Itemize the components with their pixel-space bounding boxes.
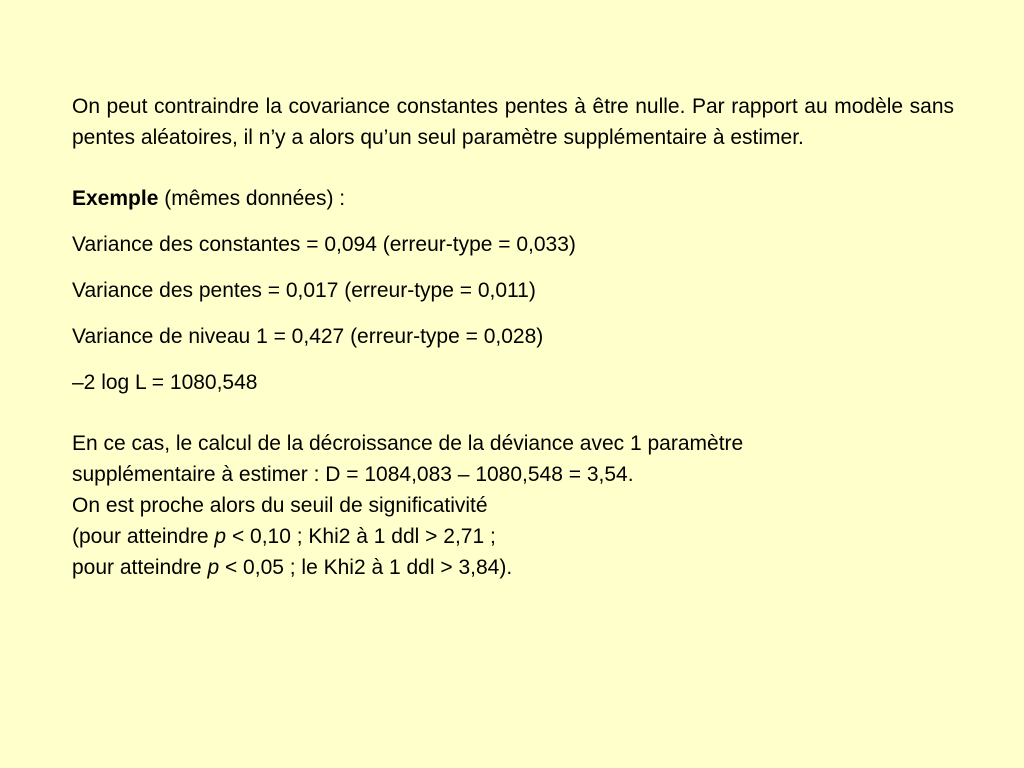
example-heading [72, 183, 954, 214]
intro-paragraph: On peut contraindre la covariance constantes pentes à être nulle. Par rapport au modèle sans pentes aléatoires, il n’y a alors qu’un seul paramètre supplémentaire à estimer. [72, 95, 954, 149]
conclusion-line: On est proche alors du seuil de significativité [72, 494, 488, 517]
result-line: Variance de niveau 1 = 0,427 (erreur-type = 0,028) [72, 325, 544, 348]
threshold-suffix: < 0,05 ; le Khi2 à 1 ddl > 3,84). [219, 556, 513, 579]
slide-content [72, 91, 954, 583]
threshold-variable: p [207, 556, 220, 579]
threshold-variable: p [214, 525, 227, 548]
conclusion-line: supplémentaire à estimer : D = 1084,083 – 1080,548 = 3,54. [72, 463, 634, 486]
threshold-prefix: pour atteindre [72, 556, 208, 579]
conclusion-block [72, 428, 954, 583]
example-suffix: (mêmes données) : [158, 187, 346, 210]
result-line: Variance des pentes = 0,017 (erreur-type = 0,011) [72, 279, 536, 302]
result-line: Variance des constantes = 0,094 (erreur-type = 0,033) [72, 233, 576, 256]
threshold-line [72, 552, 954, 583]
deviance-line: –2 log L = 1080,548 [72, 371, 258, 394]
conclusion-line: En ce cas, le calcul de la décroissance de la déviance avec 1 paramètre [72, 432, 744, 455]
example-label: Exemple [72, 187, 159, 210]
threshold-line [72, 521, 954, 552]
threshold-suffix: < 0,10 ; Khi2 à 1 ddl > 2,71 ; [226, 525, 496, 548]
threshold-prefix: (pour atteindre [72, 525, 215, 548]
